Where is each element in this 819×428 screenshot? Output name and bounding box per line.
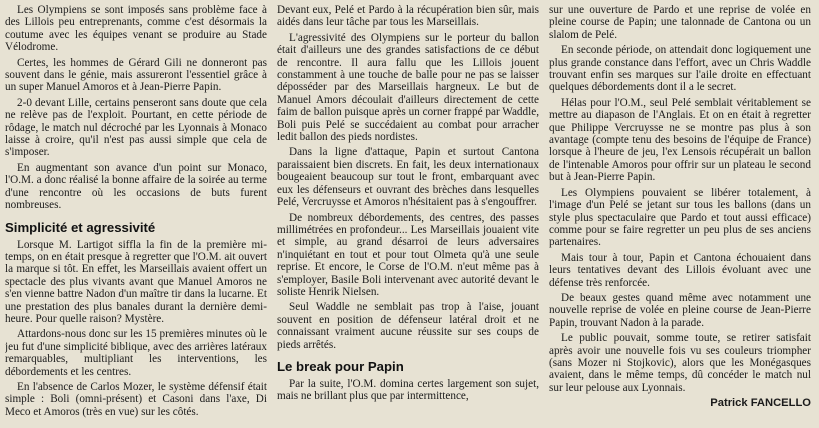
paragraph: En l'absence de Carlos Mozer, le système défensif était simple : Boli (omni-présent) et Casoni dans l'axe, Di Meco et Amoros (très en vue) sur les côtés. — [5, 380, 267, 418]
paragraph: Attardons-nous donc sur les 15 premières minutes où le jeu fut d'une simplicité biblique, avec des arrières latéraux remarquables, multipliant les interventions, les débordements et les centres. — [5, 328, 267, 378]
paragraph: Certes, les hommes de Gérard Gili ne donneront pas souvent dans le génie, mais assureront l'essentiel grâce à un super Manuel Amoros et à Jean-Pierre Papin. — [5, 56, 267, 94]
paragraph-continued: sur une ouverture de Pardo et une reprise de volée en pleine course de Papin; une talonnade de Cantona ou un slalom de Pelé. — [549, 4, 811, 41]
paragraph: En seconde période, on attendait donc logiquement une plus grande constance dans l'effort, avec un Chris Waddle trouvant enfin ses marques sur l'aile droite en effectuant quelques débordements dont il a le secret. — [549, 44, 811, 94]
paragraph: En augmentant son avance d'un point sur Monaco, l'O.M. a donc réalisé la bonne affaire de la soirée au terme d'une rencontre où les occasions de buts furent nombreuses. — [5, 161, 267, 212]
section-heading: Simplicité et agressivité — [5, 219, 156, 235]
article-column-3 — [549, 4, 811, 428]
paragraph: Les Olympiens pouvaient se libérer totalement, à l'image d'un Pelé se jetant sur tous les ballons (dans un style plus spectaculaire que Pardo et tout aussi efficace) comme pour se faire regretter un peu plus de ses anciens partenaires. — [549, 186, 811, 249]
paragraph: Mais tour à tour, Papin et Cantona échouaient dans leurs tentatives devant des Lillois évoluant avec une défense très renforcée. — [549, 251, 811, 289]
paragraph: Hélas pour l'O.M., seul Pelé semblait véritablement se mettre au diapason de l'Anglais. Et on en était à regretter que Philippe Vercruysse ne se montre pas plus à son avantage (compte tenu des besoins de l'équipe de France) lorsque à l'heure de jeu, l'ex Lensois récupérait un ballon de l'intenable Amoros pour offrir sur un plateau le second but à Jean-Pierre Papin. — [549, 96, 811, 184]
paragraph: De beaux gestes quand même avec notamment une nouvelle reprise de volée en pleine course de Jean-Pierre Papin, trouvant Nadon à la parade. — [549, 291, 811, 329]
paragraph: Dans la ligne d'attaque, Papin et surtout Cantona paraissaient bien discrets. En fait, les deux internationaux bougeaient beaucoup sur tout le front, embarquant avec eux les défenseurs et ouvrant des brèches dans lesquelles Pelé, Vercruysse et Amoros n'hésitaient pas à s'engouffrer. — [277, 146, 539, 209]
paragraph: Les Olympiens se sont imposés sans problème face à des Lillois peu entreprenants, comme c'est désormais la coutume avec les équipes venant se produire au Stade Vélodrome. — [5, 4, 267, 54]
paragraph: Lorsque M. Lartigot siffla la fin de la première mi-temps, on en était presque à regretter que l'O.M. ait ouvert la marque si tôt. En effet, les Marseillais avaient offert un spectacle des plus vivants avant que Manuel Amoros ne s'en vienne battre Nadon d'un maître tir dans la lucarne. Et une prestation des plus banales durant la dernière demi-heure. Pour quelle raison? Mystère. — [5, 238, 267, 325]
paragraph: Par la suite, l'O.M. domina certes largement son sujet, mais ne brillant plus que par intermittence, — [277, 377, 539, 403]
author-signature: Patrick FANCELLO — [710, 397, 811, 410]
article-column-2 — [277, 4, 539, 428]
section-heading: Le break pour Papin — [277, 358, 404, 374]
paragraph: Seul Waddle ne semblait pas trop à l'aise, jouant souvent en position de défenseur latéral droit et ne connaissant vraiment aucune réussite sur ses coups de pieds arrêtés. — [277, 301, 539, 351]
paragraph: De nombreux débordements, des centres, des passes millimétrées en profondeur... Les Marseillais jouaient vite et simple, au grand désarroi de leurs adversaires n'inquiétant en tout et pour tout Olmeta qu'à une seule reprise. Et encore, le Corse de l'O.M. n'eut même pas à s'employer, Basile Boli intervenant avec autorité devant le soliste Henrik Nielsen. — [277, 211, 539, 298]
paragraph: Le public pouvait, somme toute, se retirer satisfait après avoir une nouvelle fois vu ses couleurs triompher (sans Mozer ni Stojkovic), alors que les Monégasques avaient, dans le même temps, dû concéder le match nul sur leur pelouse aux Lyonnais. — [549, 332, 811, 394]
paragraph: L'agressivité des Olympiens sur le porteur du ballon était d'ailleurs une des grandes satisfactions de ce début de rencontre. Il aura fallu que les Lillois jouent constamment à une touche de balle pour ne pas se laisser déposséder par des Marseillais hargneux. Le but de Manuel Amors découlait d'ailleurs directement de cette faim de ballon puisque après un corner frappé par Waddle, Boli puis Pelé se succédaient au combat pour arracher ledit ballon des pieds nordistes. — [277, 31, 539, 144]
article-column-1 — [5, 4, 267, 428]
paragraph: 2-0 devant Lille, certains penseront sans doute que cela ne relève pas de l'exploit. Pourtant, en cette période de rôdage, le match nul décroché par les Lyonnais à Monaco laisse à croire, qu'il n'est pas aussi simple que cela de s'imposer. — [5, 96, 267, 159]
paragraph-continued: Devant eux, Pelé et Pardo à la récupération bien sûr, mais aidés dans leur tâche par tous les Marseillais. — [277, 4, 539, 29]
